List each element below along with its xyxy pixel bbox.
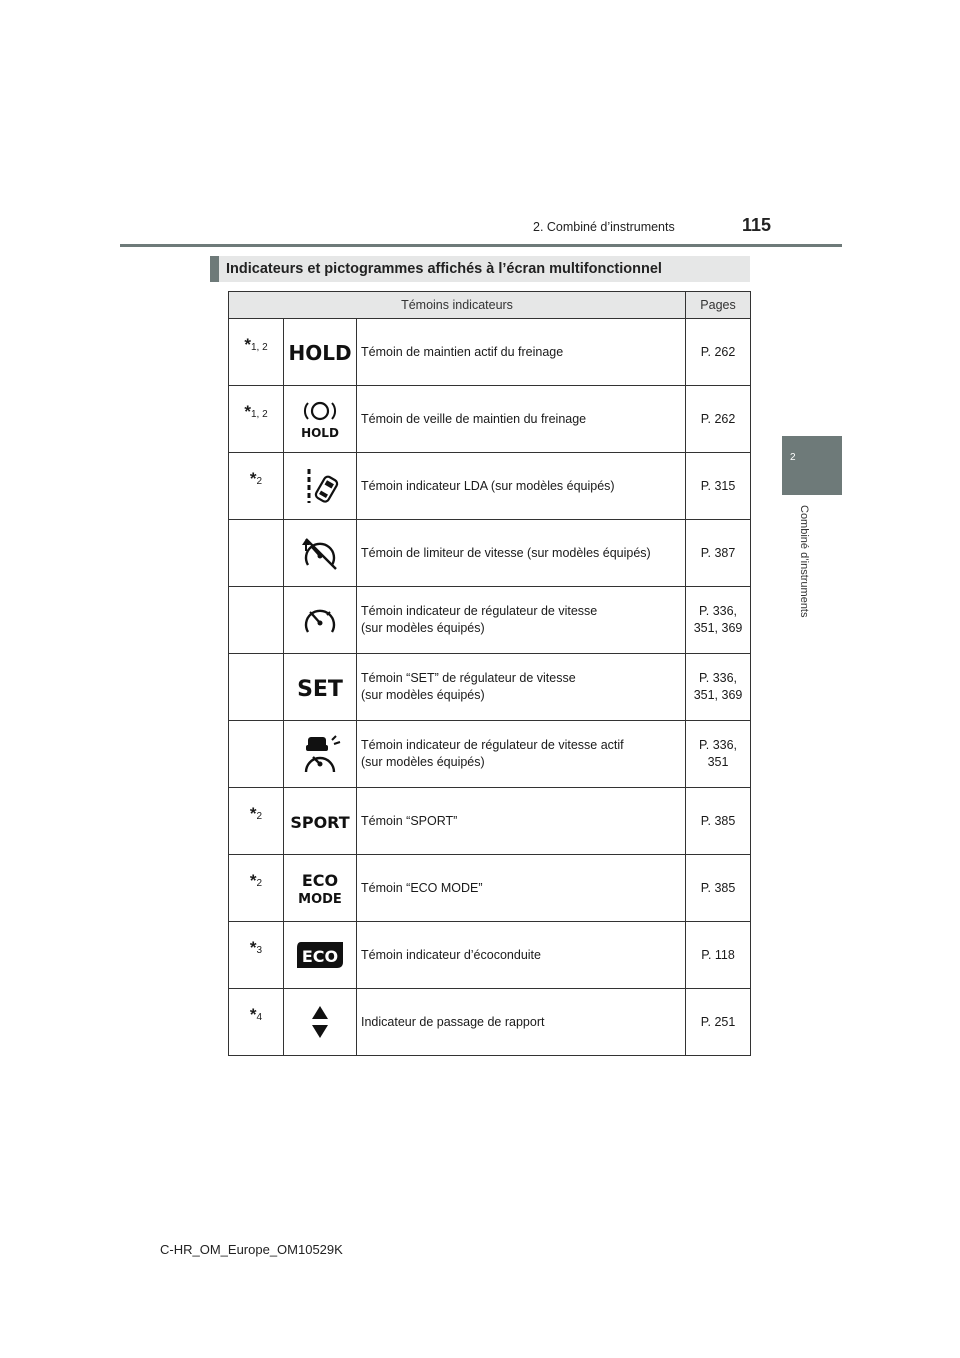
footnote-marker <box>229 855 284 922</box>
footnote-marker <box>229 654 284 721</box>
page-number: 115 <box>742 215 772 235</box>
chapter-tab <box>782 436 842 495</box>
footnote-marker <box>229 520 284 587</box>
description-line: Témoin de veille de maintien du freinage <box>361 411 587 426</box>
chapter-side-label: Combiné d’instruments <box>798 505 810 618</box>
description-line: Témoin indicateur d’écoconduite <box>361 947 541 962</box>
svg-text:SPORT: SPORT <box>290 813 350 832</box>
footer-document-code: C-HR_OM_Europe_OM10529K <box>160 1242 343 1257</box>
indicator-description <box>357 721 686 788</box>
indicator-description <box>357 587 686 654</box>
page-reference <box>686 654 751 721</box>
header-pages: Pages <box>686 292 751 319</box>
svg-text:ECO: ECO <box>301 871 339 890</box>
table-row <box>229 922 751 989</box>
footnote-star: * <box>244 402 251 421</box>
page-reference <box>686 587 751 654</box>
table-row <box>229 989 751 1056</box>
description-line: Témoin “SPORT” <box>361 813 458 828</box>
indicator-description <box>357 855 686 922</box>
page-reference-line: P. 336, <box>699 604 738 618</box>
page-reference-line: P. 118 <box>701 947 735 962</box>
page-reference <box>686 788 751 855</box>
header-indicators: Témoins indicateurs <box>229 292 686 319</box>
footnote-number: 1, 2 <box>250 409 268 420</box>
table-row <box>229 587 751 654</box>
table-header-row <box>229 292 751 319</box>
footnote-marker <box>229 453 284 520</box>
svg-text:MODE: MODE <box>298 892 342 907</box>
description-line: Témoin indicateur de régulateur de vitesse actif <box>361 738 624 752</box>
table-row <box>229 855 751 922</box>
footnote-star: * <box>244 335 251 354</box>
page-reference <box>686 855 751 922</box>
chapter-tab-number: 2 <box>790 452 796 463</box>
page-reference-line: P. 385 <box>700 813 736 828</box>
description-line: (sur modèles équipés) <box>361 621 485 635</box>
page-reference-line: P. 336, <box>699 738 738 752</box>
footnote-star: * <box>249 871 257 890</box>
footnote-marker <box>229 989 284 1056</box>
svg-text:HOLD: HOLD <box>288 341 352 365</box>
footnote-marker <box>229 386 284 453</box>
table-row <box>229 453 751 520</box>
hold-icon <box>284 319 357 386</box>
shift-indicator-icon <box>284 989 357 1056</box>
header-rule <box>120 244 842 247</box>
indicator-description <box>357 922 686 989</box>
eco-drive-icon <box>284 922 357 989</box>
footnote-number: 2 <box>256 811 263 822</box>
indicator-description <box>357 453 686 520</box>
description-line: Témoin de limiteur de vitesse (sur modèles équipés) <box>361 545 651 560</box>
page-reference-line: P. 251 <box>700 1014 736 1029</box>
page-reference <box>686 386 751 453</box>
page-reference <box>686 319 751 386</box>
lda-icon <box>284 453 357 520</box>
page-reference-line: P. 385 <box>700 880 736 895</box>
footnote-star: * <box>249 469 257 488</box>
description-line: Témoin de maintien actif du freinage <box>361 344 564 359</box>
description-line: (sur modèles équipés) <box>361 755 485 769</box>
footnote-number: 2 <box>256 476 263 487</box>
description-line: Témoin “ECO MODE” <box>361 880 483 895</box>
page-reference <box>686 453 751 520</box>
svg-text:HOLD: HOLD <box>301 426 339 440</box>
footnote-number: 2 <box>256 878 263 889</box>
indicator-description <box>357 386 686 453</box>
indicator-description <box>357 788 686 855</box>
indicator-description <box>357 989 686 1056</box>
speed-limiter-icon <box>284 520 357 587</box>
indicator-description <box>357 319 686 386</box>
indicator-description <box>357 520 686 587</box>
footnote-number: 3 <box>256 945 263 956</box>
description-line: Témoin indicateur LDA (sur modèles équipés) <box>361 478 615 493</box>
page-reference-line: 351, 369 <box>693 621 743 635</box>
table-row <box>229 654 751 721</box>
page-reference-line: P. 387 <box>700 545 736 560</box>
page-reference-line: P. 262 <box>700 411 736 426</box>
indicator-table <box>228 291 751 1056</box>
page-reference <box>686 989 751 1056</box>
footnote-marker <box>229 721 284 788</box>
table-row <box>229 386 751 453</box>
footnote-marker <box>229 788 284 855</box>
description-line: Indicateur de passage de rapport <box>361 1014 545 1029</box>
footnote-star: * <box>249 1005 257 1024</box>
active-cruise-icon <box>284 721 357 788</box>
svg-text:ECO: ECO <box>301 947 339 966</box>
header-section-title: 2. Combiné d’instruments <box>533 220 675 234</box>
footnote-number: 4 <box>256 1012 263 1023</box>
table-row <box>229 788 751 855</box>
footnote-marker <box>229 587 284 654</box>
section-heading: Indicateurs et pictogrammes affichés à l’écran multifonctionnel <box>210 256 750 282</box>
cruise-control-icon <box>284 587 357 654</box>
footnote-number: 1, 2 <box>250 342 268 353</box>
footnote-star: * <box>249 938 257 957</box>
page-reference <box>686 520 751 587</box>
footnote-marker <box>229 922 284 989</box>
page-reference-line: P. 262 <box>700 344 736 359</box>
set-icon <box>284 654 357 721</box>
hold-standby-icon <box>284 386 357 453</box>
description-line: Témoin indicateur de régulateur de vitesse <box>361 604 598 618</box>
footnote-star: * <box>249 804 257 823</box>
table-row <box>229 721 751 788</box>
sport-icon <box>284 788 357 855</box>
page-reference-line: P. 315 <box>700 478 736 493</box>
svg-text:SET: SET <box>297 677 343 702</box>
description-line: Témoin “SET” de régulateur de vitesse <box>361 671 576 685</box>
page-reference <box>686 922 751 989</box>
page-reference-line: 351, 369 <box>693 688 743 702</box>
page-reference-line: P. 336, <box>699 671 738 685</box>
page-reference <box>686 721 751 788</box>
table-row <box>229 520 751 587</box>
eco-mode-icon <box>284 855 357 922</box>
description-line: (sur modèles équipés) <box>361 688 485 702</box>
page-reference-line: 351 <box>707 755 729 769</box>
table-row <box>229 319 751 386</box>
footnote-marker <box>229 319 284 386</box>
indicator-description <box>357 654 686 721</box>
